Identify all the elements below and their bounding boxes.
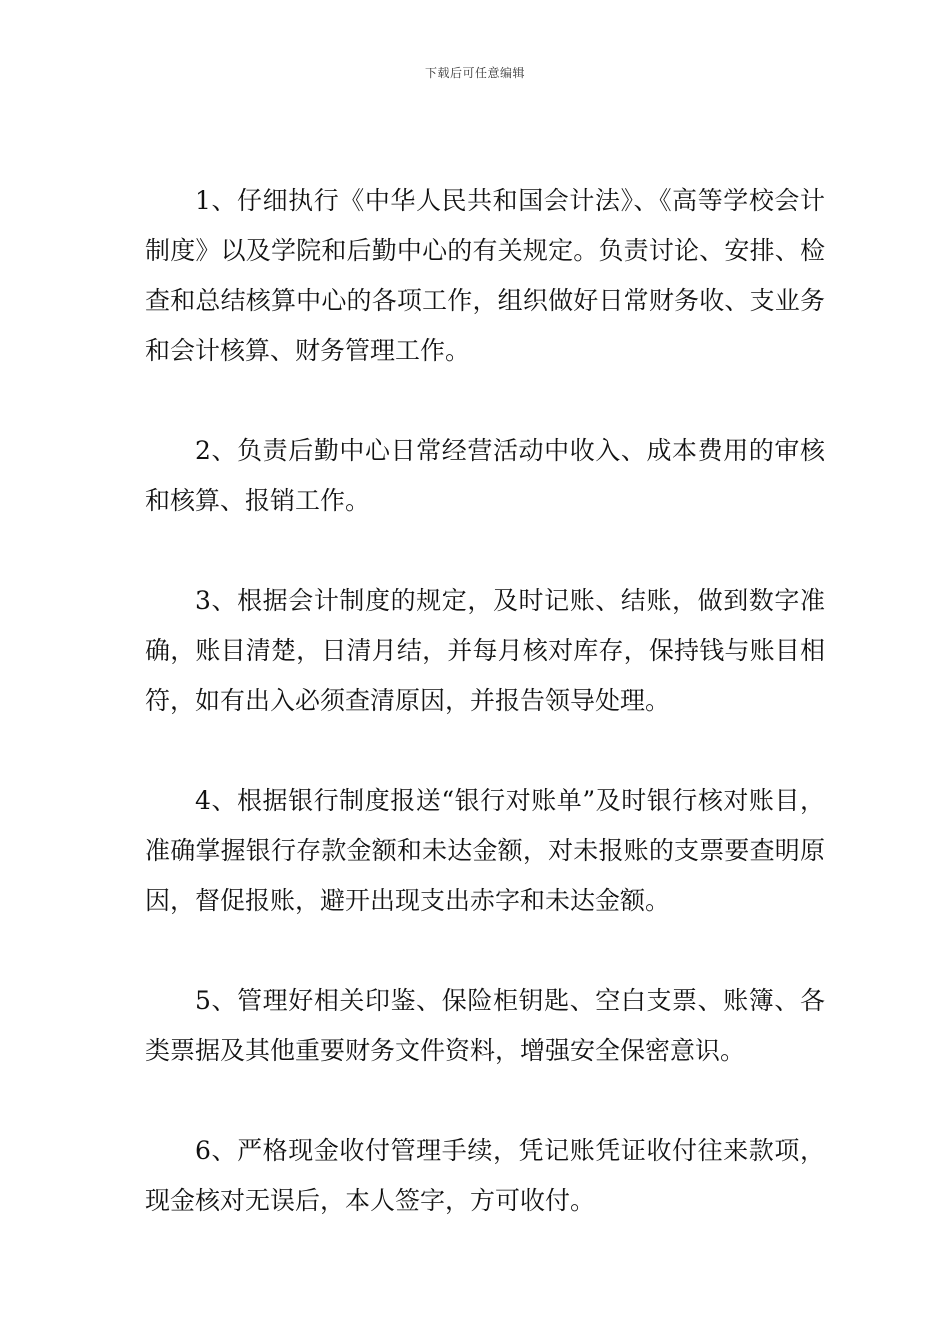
paragraph-1: 1、仔细执行《中华人民共和国会计法》、《高等学校会计制度》以及学院和后勤中心的有关规定。负责讨论、安排、检查和总结核算中心的各项工作，组织做好日常财务收、支业务和会计核算、财务管理工作。 <box>145 186 825 365</box>
paragraph-4: 4、根据银行制度报送“银行对账单”及时银行核对账目，准确掌握银行存款金额和未达金额，对未报账的支票要查明原因，督促报账，避开出现支出赤字和未达金额。 <box>145 786 825 915</box>
document-body <box>145 176 825 1276</box>
paragraph-2: 2、负责后勤中心日常经营活动中收入、成本费用的审核和核算、报销工作。 <box>145 436 825 515</box>
paragraph-3: 3、根据会计制度的规定，及时记账、结账，做到数字准确，账目清楚，日清月结，并每月核对库存，保持钱与账目相符，如有出入必须查清原因，并报告领导处理。 <box>145 586 825 715</box>
page-header: 下载后可任意编辑 <box>424 66 525 80</box>
paragraph-6: 6、严格现金收付管理手续，凭记账凭证收付往来款项，现金核对无误后，本人签字，方可收付。 <box>145 1136 825 1215</box>
paragraph-5: 5、管理好相关印鉴、保险柜钥匙、空白支票、账簿、各类票据及其他重要财务文件资料，增强安全保密意识。 <box>145 986 825 1065</box>
